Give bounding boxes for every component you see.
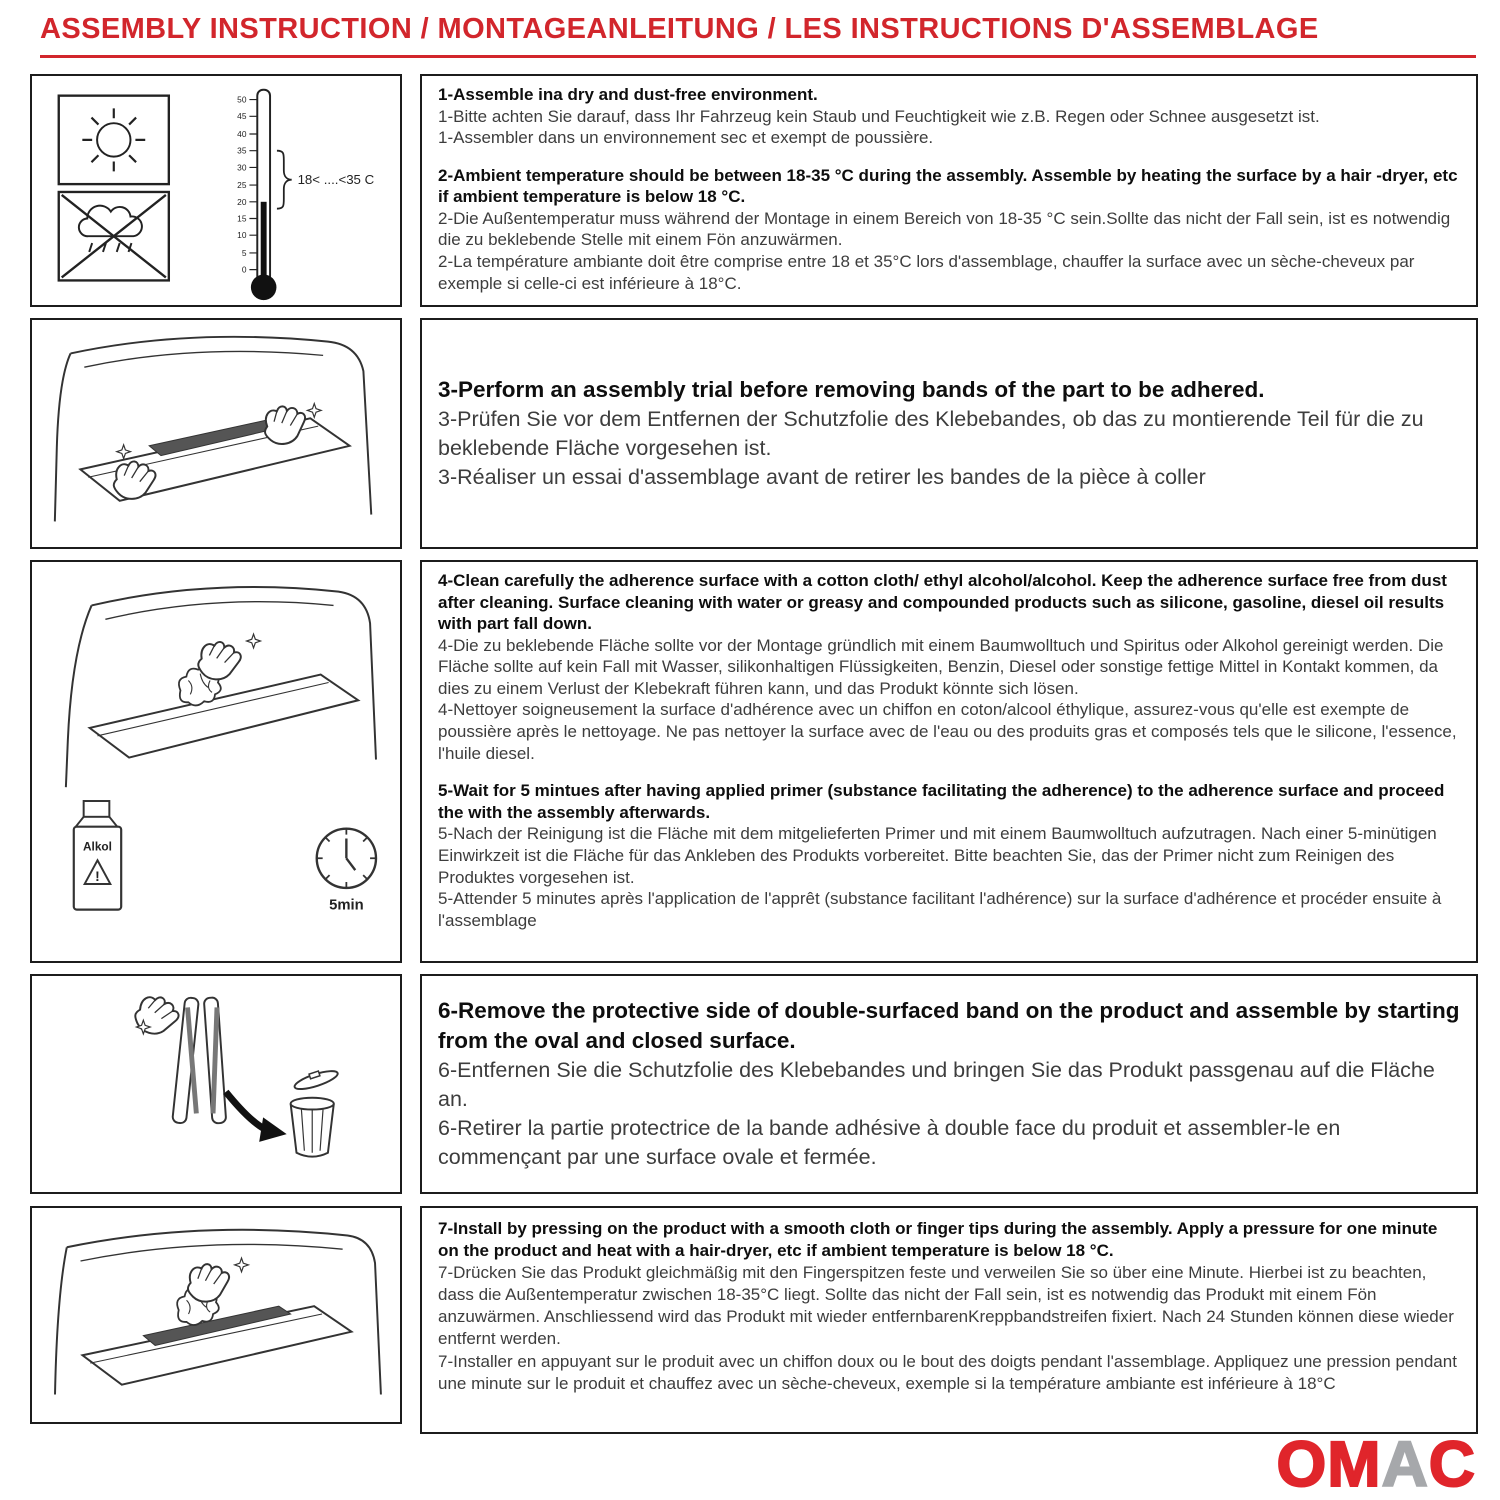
instruction-6-en: 6-Remove the protective side of double-surfaced band on the product and assemble by starting from the oval and closed surface. — [438, 997, 1460, 1053]
instructions-environment — [420, 74, 1478, 307]
instructions-remove-band — [420, 974, 1478, 1194]
instruction-2-fr: 2-La température ambiante doit être comprise entre 18 et 35°C lors d'assemblage, chauffer la surface avec un sèche-cheveux par exemple si celle-ci est inférieure à 18°C. — [438, 252, 1415, 293]
illustration-press — [30, 1206, 402, 1424]
instruction-5-de: 5-Nach der Reinigung ist die Fläche mit dem mitgelieferten Primer und mit einem Baumwolltuch aufzutragen. Nach einer 5-minütigen Einwirkzeit ist die Fläche für das Ankleben des Produkts vorbereitet. Bitte beachten Sie, das der Primer nicht zum Reinigen des Produktes vorgesehen ist. — [438, 824, 1437, 887]
scale-40: 40 — [237, 128, 247, 139]
no-rain-icon — [59, 192, 169, 280]
step-6-band-row — [30, 974, 1478, 1194]
trash-can-icon — [291, 1066, 340, 1157]
instruction-1-en: 1-Assemble ina dry and dust-free environment. — [438, 85, 818, 104]
instruction-6-de: 6-Entfernen Sie die Schutzfolie des Klebebandes und bringen Sie das Produkt passgenau auf die Fläche an. — [438, 1058, 1435, 1112]
instruction-7-en: 7-Install by pressing on the product with a smooth cloth or finger tips during the assembly. Apply a pressure for one minute on the product and heat with a hair-dryer, etc if ambient temperature is below 18 °C. — [438, 1219, 1438, 1261]
step-4-5-cleaning-row — [30, 560, 1478, 963]
step-7-press-row — [30, 1206, 1478, 1434]
instruction-3-en: 3-Perform an assembly trial before removing bands of the part to be adhered. — [438, 376, 1265, 402]
instruction-4-en: 4-Clean carefully the adherence surface with a cotton cloth/ ethyl alcohol/alcohol. Keep the adherence surface free from dust after cleaning. Surface cleaning with water or greasy and compounded products such as silicone, gasoline, diesel oil results with part fall down. — [438, 571, 1447, 634]
door-sill-sketch — [55, 1230, 381, 1395]
instruction-4-fr: 4-Nettoyer soigneusement la surface d'adhérence avec un chiffon en coton/alcool éthylique, assurez-vous qu'elle est exempte de poussière après le nettoyage. Ne pas nettoyer la surface avec de l'eau ou des produits gras et composés tels que le silicone, l'essence, l'huile diesel. — [438, 700, 1457, 763]
instruction-5-en: 5-Wait for 5 mintues after having applied primer (substance facilitating the adherence) to the adherence surface and proceed the with the assembly afterwards. — [438, 781, 1445, 822]
paragraph-gap — [438, 764, 1460, 780]
scale-0: 0 — [241, 264, 247, 275]
scale-35: 35 — [237, 145, 247, 156]
instructions-press — [420, 1206, 1478, 1434]
illustration-environment — [30, 74, 402, 307]
scale-15: 15 — [237, 213, 247, 224]
sparkle-icon — [307, 404, 321, 418]
scale-45: 45 — [237, 111, 247, 122]
instruction-7-de: 7-Drücken Sie das Produkt gleichmäßig mit den Fingerspitzen feste und verweilen Sie so über eine Minute. Hierbei ist zu beachten, dass die Außentemperatur zwischen 18-35°C liegt. Sollte das nicht der Fall sein, ist es notwendig das Produkt mit einem Fön anzuwärmen. Anschliessend wird das Produkt mit wieder entfernbarenKreppbandstreifen fixiert. Nach 24 Stunden können diese wieder entfernt werden. — [438, 1263, 1454, 1349]
instruction-4-de: 4-Die zu beklebende Fläche sollte vor der Montage gründlich mit einem Baumwolltuch und Spiritus oder Alkohol gereinigt werden. Die Fläche sollte auf kein Fall mit Wasser, silikonhaltigen Flüssigkeiten, Benzin, Diesel oder sonstige fettige Mittel in Kontakt kommen, da dies zu einem Verlust der Klebekraft führen kann, und das Produkt könnte sich lösen. — [438, 635, 1444, 698]
thermometer-icon — [237, 90, 374, 300]
clock-icon — [317, 829, 376, 914]
svg-text:!: ! — [95, 868, 100, 885]
paragraph-gap — [438, 149, 1460, 165]
temperature-range-label: 18< ....<35 C — [297, 172, 375, 188]
sun-icon — [59, 96, 169, 184]
illustration-cleaning — [30, 560, 402, 963]
page-title: ASSEMBLY INSTRUCTION / MONTAGEANLEITUNG / LES INSTRUCTIONS D'ASSEMBLAGE — [40, 13, 1319, 45]
scale-25: 25 — [237, 180, 247, 191]
instruction-6-fr: 6-Retirer la partie protectrice de la bande adhésive à double face du produit et assembler-le en commençant par une surface ovale et fermée. — [438, 1116, 1341, 1170]
scale-5: 5 — [241, 247, 247, 258]
logo-letter-a: A — [1381, 1428, 1429, 1500]
sparkle-icon — [235, 1258, 249, 1272]
step-3-trial-row — [30, 318, 1478, 549]
arrow-icon — [226, 1092, 287, 1142]
sparkle-icon — [247, 634, 261, 648]
scale-30: 30 — [237, 162, 247, 173]
illustration-assembly-trial — [30, 318, 402, 549]
scale-10: 10 — [237, 230, 247, 241]
hand-icon — [129, 990, 182, 1043]
instruction-3-fr: 3-Réaliser un essai d'assemblage avant de retirer les bandes de la pièce à coller — [438, 465, 1206, 490]
instructions-assembly-trial — [420, 318, 1478, 549]
instruction-2-de: 2-Die Außentemperatur muss während der Montage in einem Bereich von 18-35 °C sein.Sollte das nicht der Fall sein, ist es notwendig die zu beklebende Stelle mit einem Fön anzuwärmen. — [438, 208, 1451, 250]
instruction-2-en: 2-Ambient temperature should be between 18-35 °C during the assembly. Assemble by heating the surface by a hair -dryer, etc if ambient temperature is below 18 °C. — [438, 165, 1458, 207]
instruction-3-de: 3-Prüfen Sie vor dem Entfernen der Schutzfolie des Klebebandes, ob das zu montierende Teil für die zu beklebende Fläche vorgesehen ist. — [438, 407, 1424, 461]
step-1-2-environment-row — [30, 74, 1478, 307]
instruction-1-fr: 1-Assembler dans un environnement sec et exempt de poussière. — [438, 128, 934, 148]
logo-letter-c: C — [1428, 1428, 1476, 1500]
scale-50: 50 — [237, 94, 247, 105]
clock-label: 5min — [329, 897, 364, 914]
instruction-5-fr: 5-Attender 5 minutes après l'application de l'apprêt (substance facilitant l'adhérence) sur la surface d'adhérence et procéder ensuite à l'assemblage — [438, 889, 1442, 930]
scale-20: 20 — [237, 196, 247, 207]
bottle-label: Alkol — [83, 839, 112, 854]
instruction-7-fr: 7-Installer en appuyant sur le produit avec un chiffon doux ou le bout des doigts pendant l'assemblage. Appliquez une pression pendant une minute sur le produit et chauffez avec un sèche-cheveux, exemple si la température ambiante est inférieure à 18°C — [438, 1351, 1457, 1393]
instruction-1-de: 1-Bitte achten Sie darauf, dass Ihr Fahrzeug kein Staub und Feuchtigkeit wie z.B. Regen oder Schnee ausgesetzt ist. — [438, 106, 1320, 126]
alcohol-bottle-icon — [74, 801, 121, 910]
logo-letters-om: OM — [1276, 1428, 1382, 1500]
door-sill-sketch — [55, 337, 371, 522]
omac-logo — [1276, 1428, 1476, 1500]
adhesive-strips-icon — [172, 997, 226, 1123]
instructions-cleaning — [420, 560, 1478, 963]
illustration-remove-band — [30, 974, 402, 1194]
sparkle-icon — [117, 445, 131, 459]
title-underline — [40, 55, 1476, 58]
